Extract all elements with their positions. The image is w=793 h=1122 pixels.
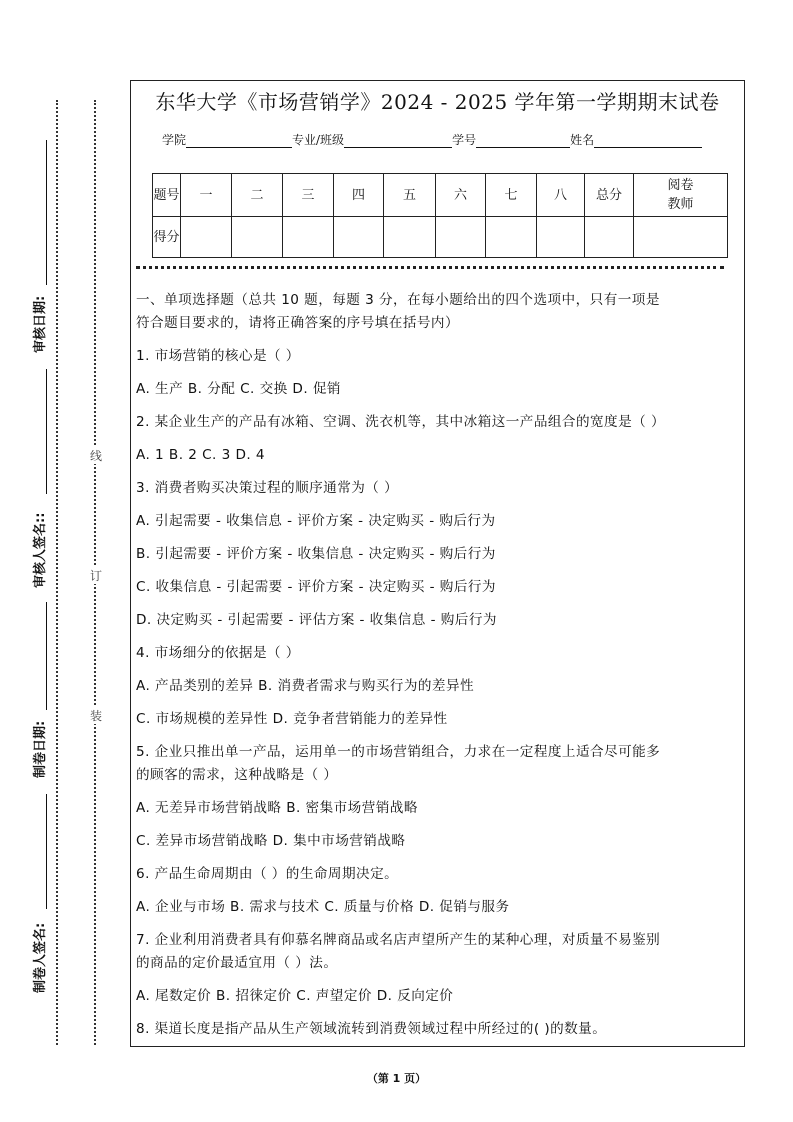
student-id-field[interactable] [476, 133, 570, 148]
text-line: D. 决定购买 - 引起需要 - 评估方案 - 收集信息 - 购后行为 [136, 612, 497, 628]
question-paragraph [136, 797, 746, 820]
page-number: （第 1 页） [366, 1072, 427, 1085]
text-line: 3. 消费者购买决策过程的顺序通常为（ ） [136, 480, 399, 496]
question-paragraph [136, 444, 746, 467]
dotted-separator [136, 266, 724, 269]
col-5: 五 [384, 174, 436, 217]
text-line: 的商品的定价最适宜用（ ）法。 [136, 955, 338, 971]
text-line: 符合题目要求的，请将正确答案的序号填在括号内） [136, 315, 460, 331]
text-line: B. 引起需要 - 评价方案 - 收集信息 - 决定购买 - 购后行为 [136, 546, 496, 562]
col-7: 七 [486, 174, 537, 217]
maker-signature-label: 制卷人签名: [32, 922, 48, 993]
text-line: 一、单项选择题（总共 10 题，每题 3 分，在每小题给出的四个选项中，只有一项是 [136, 292, 660, 308]
exam-title: 东华大学《市场营销学》2024 - 2025 学年第一学期期末试卷 [155, 90, 720, 114]
col-4: 四 [334, 174, 384, 217]
row-label-score: 得分 [153, 217, 181, 258]
col-total: 总分 [585, 174, 634, 217]
text-line: A. 1 B. 2 C. 3 D. 4 [136, 447, 266, 463]
binding-dotted-line-outer [56, 100, 58, 1045]
question-paragraph [136, 741, 746, 787]
question-paragraph [136, 1018, 746, 1041]
college-label: 学院 [162, 133, 187, 147]
text-line: C. 收集信息 - 引起需要 - 评价方案 - 决定购买 - 购后行为 [136, 579, 496, 595]
question-number-row [153, 174, 728, 217]
question-paragraph [136, 576, 746, 599]
row-label-question-number: 题号 [153, 174, 181, 217]
score-cell[interactable] [232, 217, 283, 258]
text-line: 的顾客的需求，这种战略是（ ） [136, 767, 338, 783]
question-paragraph [136, 510, 746, 533]
name-field[interactable] [594, 133, 702, 148]
signature-margin [28, 55, 48, 995]
text-line: 2. 某企业生产的产品有冰箱、空调、洗衣机等，其中冰箱这一产品组合的宽度是（ ） [136, 414, 665, 430]
question-paragraph [136, 642, 746, 665]
score-cell[interactable] [585, 217, 634, 258]
score-cell[interactable] [634, 217, 728, 258]
text-line: A. 无差异市场营销战略 B. 密集市场营销战略 [136, 800, 418, 816]
text-line: 7. 企业利用消费者具有仰慕名牌商品或名店声望所产生的某种心理，对质量不易鉴别 [136, 932, 661, 948]
student-info [162, 131, 702, 148]
question-paragraph [136, 378, 746, 401]
score-table [152, 173, 728, 258]
col-6: 六 [436, 174, 486, 217]
major-class-label: 专业/班级 [292, 133, 345, 147]
col-grader: 阅卷教师 [634, 174, 728, 217]
col-3: 三 [283, 174, 334, 217]
text-line: 6. 产品生命周期由（ ）的生命周期决定。 [136, 866, 399, 882]
question-paragraph [136, 609, 746, 632]
text-line: A. 产品类别的差异 B. 消费者需求与购买行为的差异性 [136, 678, 475, 694]
reviewer-signature-label: 审核人签名:: [32, 512, 48, 588]
student-id-label: 学号 [452, 133, 477, 147]
text-line: 5. 企业只推出单一产品，运用单一的市场营销组合，力求在一定程度上适合尽可能多 [136, 744, 661, 760]
text-line: C. 差异市场营销战略 D. 集中市场营销战略 [136, 833, 406, 849]
college-field[interactable] [186, 133, 292, 148]
binding-char-xian: 线 [89, 449, 102, 463]
text-line: A. 引起需要 - 收集信息 - 评价方案 - 决定购买 - 购后行为 [136, 513, 496, 529]
question-paragraph [136, 411, 746, 434]
col-2: 二 [232, 174, 283, 217]
questions [136, 289, 746, 1051]
score-cell[interactable] [283, 217, 334, 258]
col-1: 一 [181, 174, 232, 217]
question-paragraph [136, 929, 746, 975]
section-heading [136, 289, 746, 335]
text-line: 1. 市场营销的核心是（ ） [136, 348, 300, 364]
score-cell[interactable] [334, 217, 384, 258]
score-cell[interactable] [181, 217, 232, 258]
review-date-label: 审核日期: [32, 295, 48, 353]
text-line: A. 尾数定价 B. 招徕定价 C. 声望定价 D. 反向定价 [136, 988, 454, 1004]
reviewer-signature-line[interactable] [36, 369, 47, 494]
score-cell[interactable] [537, 217, 585, 258]
question-paragraph [136, 863, 746, 886]
question-paragraph [136, 345, 746, 368]
col-8: 八 [537, 174, 585, 217]
question-paragraph [136, 675, 746, 698]
major-class-field[interactable] [344, 133, 452, 148]
make-date-line[interactable] [36, 602, 47, 710]
question-paragraph [136, 896, 746, 919]
make-date-label: 制卷日期: [32, 720, 48, 778]
question-paragraph [136, 830, 746, 853]
text-line: A. 生产 B. 分配 C. 交换 D. 促销 [136, 381, 341, 397]
score-cell[interactable] [384, 217, 436, 258]
question-paragraph [136, 543, 746, 566]
binding-char-ding: 订 [89, 569, 102, 583]
question-paragraph [136, 985, 746, 1008]
text-line: A. 企业与市场 B. 需求与技术 C. 质量与价格 D. 促销与服务 [136, 899, 510, 915]
text-line: 4. 市场细分的依据是（ ） [136, 645, 300, 661]
score-cell[interactable] [486, 217, 537, 258]
question-paragraph [136, 708, 746, 731]
name-label: 姓名 [570, 133, 595, 147]
score-cell[interactable] [436, 217, 486, 258]
text-line: C. 市场规模的差异性 D. 竞争者营销能力的差异性 [136, 711, 448, 727]
text-line: 8. 渠道长度是指产品从生产领域流转到消费领域过程中所经过的( )的数量。 [136, 1021, 607, 1037]
maker-signature-line[interactable] [36, 794, 47, 909]
question-paragraph [136, 477, 746, 500]
review-date-line[interactable] [36, 140, 47, 285]
score-row [153, 217, 728, 258]
binding-char-zhuang: 装 [89, 709, 102, 723]
